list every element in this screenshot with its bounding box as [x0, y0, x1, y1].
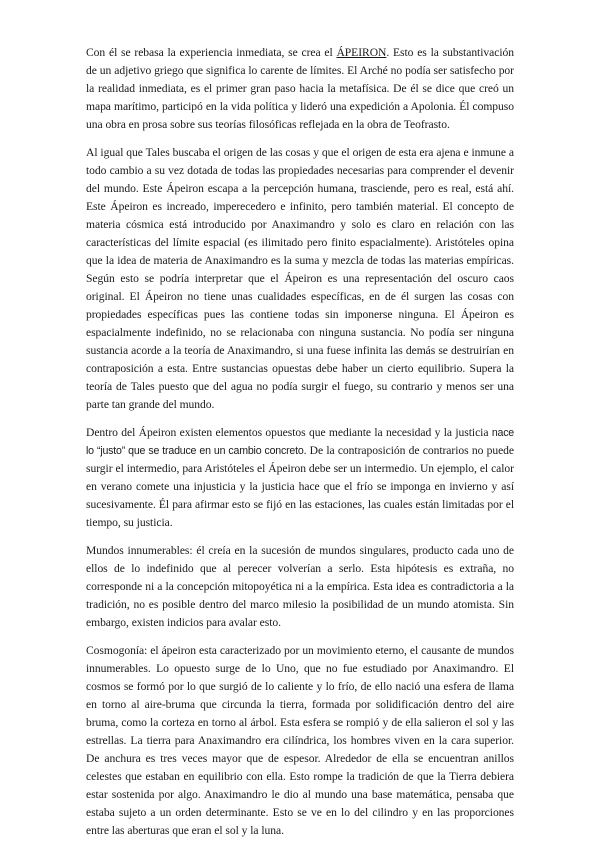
paragraph-text: Mundos innumerables: él creía en la sucesión de mundos singulares, producto cada uno de ellos de lo indefinido que al perecer volverían a serlo. Esta hipótesis es extraña, no corresponde ni a la concepción mitopoyética ni a la empírica. Esta idea es contradictoria a la tradición, no es posible dentro del marco milesio la posibilidad de un mundo atomista. Sin embargo, existen indicios para avalar esto.: [86, 544, 514, 629]
paragraph-text: Dentro del Ápeiron existen elementos opuestos que mediante la necesidad y la justicia: [86, 426, 492, 439]
paragraph-text: Con él se rebasa la experiencia inmediata, se crea el: [86, 46, 337, 59]
paragraph-apeiron-intro: [86, 44, 514, 134]
apeiron-term: ÁPEIRON: [336, 46, 387, 59]
paragraph-opposites: [86, 424, 514, 532]
paragraph-text: Cosmogonía: el ápeiron esta caracterizado por un movimiento eterno, el causante de mundos innumerables. Lo opuesto surge de lo Uno, que no fue estudiado por Anaximandro. El cosmos se formó por lo que surgió de lo caliente y lo frío, de ello nació una esfera de llama en torno al aire-bruma que circunda la tierra, formada por solidificación dentro del aire bruma, como la corteza en torno al árbol. Esta esfera se rompió y de ella salieron el sol y las estrellas. La tierra para Anaximandro era cilíndrica, los hombres viven en la cara superior. De anchura es tres veces mayor que de espesor. Alrededor de ella se encuentran anillos celestes que estaban en equilibrio con ella. Esto rompe la tradición de que la Tierra debiera estar sostenida por algo. Anaximandro le dio al mundo una base matemática, pensaba que estaba sujeto a un orden determinante. Esto se ve en lo del cilindro y en las proporciones entre las aberturas que eran el sol y la luna.: [86, 644, 514, 837]
justice-phrase: nace lo “justo” que se traduce en un cambio concreto: [86, 427, 514, 457]
paragraph-text: . Esto es la substantivación de un adjetivo griego que significa lo carente de límites. El Arché no podía ser satisfecho por la realidad inmediata, es el primer gran paso hacia la metafísica. De él se dice que creó un mapa marítimo, participó en la vida política y lideró una expedición a Apolonia. Él compuso una obra en prosa sobre sus teorías filosóficas reflejada en la obra de Teofrasto.: [86, 46, 515, 131]
paragraph-text: Al igual que Tales buscaba el origen de las cosas y que el origen de esta era ajena e inmune a todo cambio a su vez dotada de todas las propiedades necesarias para comprender el devenir del mundo. Este Ápeiron escapa a la percepción humana, trasciende, pero es real, está ahí. Este Ápeiron es increado, imperecedero e infinito, pero también material. El concepto de materia cósmica está introducido por Anaximandro y solo es claro en relación con las características del límite espacial (es ilimitado pero finito espacialmente). Aristóteles opina que la idea de materia de Anaximandro es la suma y mezcla de todas las materias empíricas. Según esto se podría interpretar que el Ápeiron es una representación del oscuro caos original. El Ápeiron no tiene unas cualidades específicas, en de él surgen las cosas con propiedades específicas pues las contiene todas sin imponerse ninguna. El Ápeiron es espacialmente indefinido, no se relacionaba con ninguna sustancia. No podía ser ninguna sustancia acorde a la teoría de Anaximandro, si una fuese infinita las demás se destruirían en contraposición a esta. Entre sustancias opuestas debe haber un cierto equilibrio. Supera la teoría de Tales puesto que del agua no podía surgir el fuego, su contrario y menos ser una parte tan grande del mundo.: [86, 146, 514, 411]
paragraph-apeiron-nature: [86, 144, 514, 414]
paragraph-cosmogony: [86, 642, 514, 840]
paragraph-text: . De la contraposición de contrarios no puede surgir el intermedio, para Aristóteles el Ápeiron debe ser un intermedio. Un ejemplo, el calor en verano comete una injusticia y la justicia hace que el frío se imponga en invierno y así sucesivamente. Él para afirmar esto se fijó en las estaciones, las cuales están limitadas por el tiempo, su justicia.: [86, 444, 515, 529]
paragraph-innumerable-worlds: [86, 542, 514, 632]
